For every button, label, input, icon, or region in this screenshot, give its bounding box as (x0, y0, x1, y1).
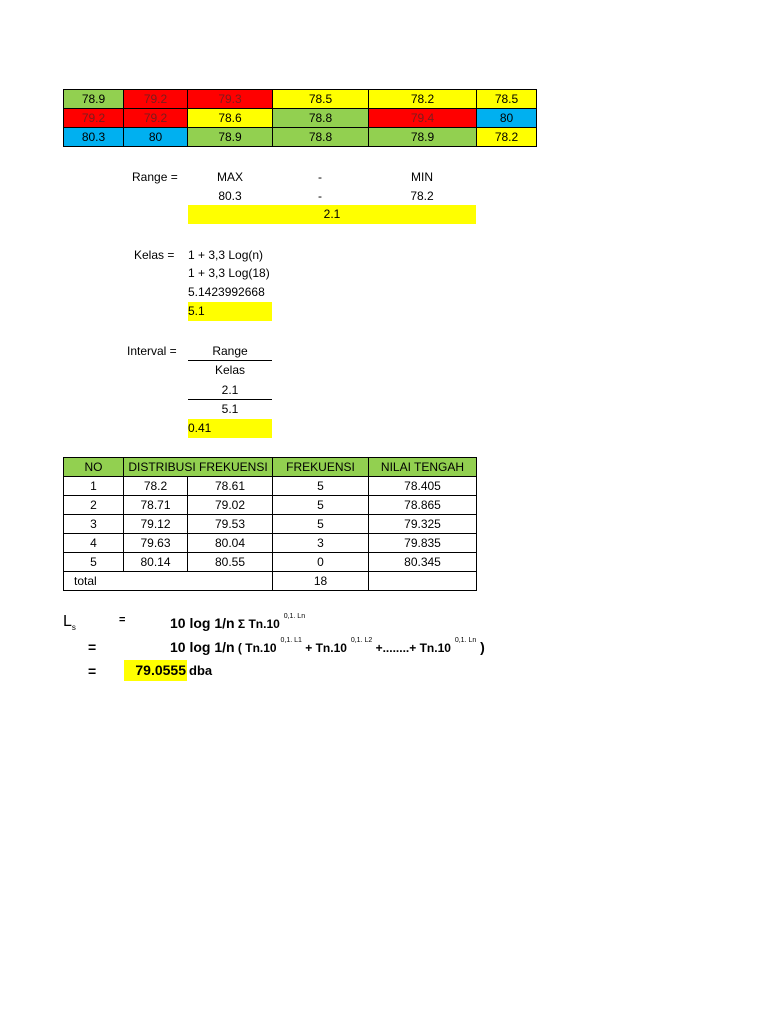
grid-cell: 78.9 (369, 128, 477, 147)
header-nilai-tengah: NILAI TENGAH (369, 458, 477, 477)
total-nilai-tengah (369, 572, 477, 591)
ls-line1-main: 10 log 1/n (170, 615, 235, 631)
ls-line2-open: ( Tn.10 (234, 641, 277, 655)
ls-line-1 (170, 615, 305, 631)
range-max-value: 80.3 (218, 189, 242, 203)
cell-no: 2 (64, 496, 124, 515)
interval-result: 0.41 (188, 419, 272, 438)
ls-line2-sup2: 0,1. L2 (350, 637, 373, 644)
ls-eq-3: = (88, 663, 97, 679)
ls-line-2 (170, 639, 485, 655)
grid-cell: 79.3 (188, 90, 273, 109)
cell-low: 79.12 (124, 515, 188, 534)
ls-line2-sup3: 0,1. Ln (454, 637, 477, 644)
cell-high: 79.53 (188, 515, 273, 534)
cell-freq: 5 (273, 515, 369, 534)
table-row (64, 496, 477, 515)
cell-mid: 79.835 (369, 534, 477, 553)
grid-cell: 78.2 (369, 90, 477, 109)
interval-numerator-value: 2.1 (221, 383, 239, 397)
ls-line2-mid1: + Tn.10 (301, 641, 347, 655)
range-dash: - (318, 170, 322, 184)
grid-cell: 78.6 (188, 109, 273, 128)
grid-cell: 78.9 (188, 128, 273, 147)
header-frekuensi: FREKUENSI (273, 458, 369, 477)
table-header-row (64, 458, 477, 477)
ls-unit: dba (189, 663, 213, 678)
range-min-label: MIN (411, 170, 433, 184)
grid-cell: 78.8 (273, 109, 369, 128)
fraction-line-2 (188, 399, 272, 400)
cell-mid: 79.325 (369, 515, 477, 534)
cell-no: 4 (64, 534, 124, 553)
interval-denominator-value: 5.1 (221, 402, 239, 416)
cell-freq: 0 (273, 553, 369, 572)
total-row (64, 572, 477, 591)
frequency-table (63, 457, 477, 591)
ls-eq-1: = (119, 614, 126, 626)
cell-low: 78.71 (124, 496, 188, 515)
ls-result: 79.0555 (124, 660, 187, 681)
cell-high: 79.02 (188, 496, 273, 515)
grid-row (64, 109, 537, 128)
grid-cell: 78.9 (64, 90, 124, 109)
grid-cell: 79.4 (369, 109, 477, 128)
range-max-label: MAX (216, 170, 243, 184)
ls-line1-sup: 0,1. Ln (283, 613, 306, 620)
table-row (64, 553, 477, 572)
kelas-label: Kelas = (134, 248, 175, 262)
interval-numerator-label: Range (212, 344, 248, 358)
grid-cell: 80 (124, 128, 188, 147)
grid-row (64, 128, 537, 147)
cell-low: 78.2 (124, 477, 188, 496)
cell-freq: 5 (273, 477, 369, 496)
ls-line2-main: 10 log 1/n (170, 639, 235, 655)
range-dash-2: - (318, 189, 322, 203)
grid-cell: 78.5 (273, 90, 369, 109)
ls-line1-tail: Σ Tn.10 (234, 617, 280, 631)
cell-no: 5 (64, 553, 124, 572)
grid-cell: 78.2 (477, 128, 537, 147)
cell-no: 1 (64, 477, 124, 496)
grid-cell: 78.8 (273, 128, 369, 147)
cell-freq: 5 (273, 496, 369, 515)
range-result: 2.1 (188, 205, 476, 224)
cell-mid: 78.865 (369, 496, 477, 515)
range-min-value: 78.2 (410, 189, 434, 203)
kelas-formula: 1 + 3,3 Log(n) (188, 248, 264, 262)
kelas-formula-n: 1 + 3,3 Log(18) (188, 266, 270, 280)
header-distribusi: DISTRIBUSI FREKUENSI (124, 458, 273, 477)
total-frekuensi: 18 (273, 572, 369, 591)
grid-cell: 80.3 (64, 128, 124, 147)
grid-cell: 79.2 (124, 109, 188, 128)
cell-high: 80.55 (188, 553, 273, 572)
grid-cell: 80 (477, 109, 537, 128)
grid-cell: 79.2 (124, 90, 188, 109)
cell-freq: 3 (273, 534, 369, 553)
kelas-computed: 5.1423992668 (188, 285, 265, 299)
grid-cell: 79.2 (64, 109, 124, 128)
cell-low: 80.14 (124, 553, 188, 572)
grid-row (64, 90, 537, 109)
ls-eq-2: = (88, 639, 97, 655)
cell-mid: 78.405 (369, 477, 477, 496)
cell-low: 79.63 (124, 534, 188, 553)
kelas-result: 5.1 (188, 302, 272, 321)
table-row (64, 515, 477, 534)
ls-subscript: s (71, 623, 76, 633)
ls-line2-close: ) (476, 639, 485, 655)
data-grid (63, 89, 537, 147)
interval-denominator-label: Kelas (214, 363, 246, 377)
fraction-line-1 (188, 360, 272, 361)
table-row (64, 477, 477, 496)
ls-letter: L (63, 613, 72, 630)
total-label: total (64, 572, 273, 591)
table-row (64, 534, 477, 553)
ls-line2-sup1: 0,1. L1 (280, 637, 302, 644)
range-label: Range = (132, 170, 178, 184)
cell-high: 78.61 (188, 477, 273, 496)
ls-symbol (63, 613, 76, 632)
ls-line2-mid2: +........+ Tn.10 (372, 641, 451, 655)
interval-label: Interval = (127, 344, 177, 358)
cell-no: 3 (64, 515, 124, 534)
grid-cell: 78.5 (477, 90, 537, 109)
cell-high: 80.04 (188, 534, 273, 553)
cell-mid: 80.345 (369, 553, 477, 572)
header-no: NO (64, 458, 124, 477)
